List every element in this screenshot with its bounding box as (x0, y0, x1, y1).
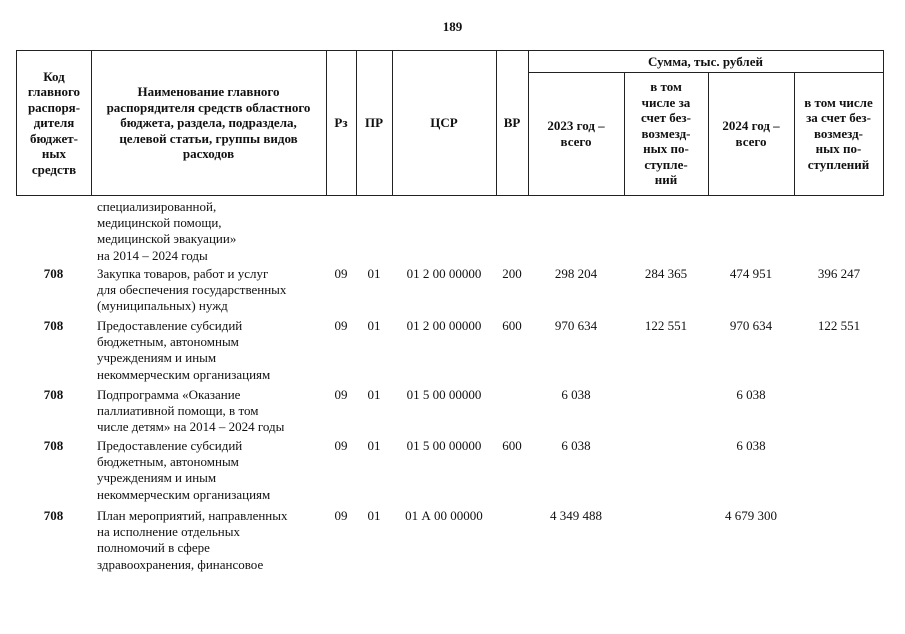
row-rz: 09 (334, 438, 348, 453)
row-sum-2024: 6 038 (736, 387, 766, 402)
row-sum-2023: 970 634 (554, 318, 598, 333)
header-code: Код главного распоря-дителя бюджет-ных средств (27, 68, 81, 177)
row-name: Предоставление субсидий бюджетным, автономным учреждениям и иным некоммерческим организациям (97, 438, 271, 502)
row-csr: 01 5 00 00000 (406, 438, 482, 453)
row-csr: 01 2 00 00000 (406, 318, 482, 333)
row-name: специализированной, медицинской помощи, медицинской эвакуации» на 2014 – 2024 годы (97, 199, 237, 263)
row-code: 708 (43, 508, 64, 523)
header-name: Наименование главного распорядителя средств областного бюджета, раздела, подраздела, целевой статьи, группы видов расходов (106, 84, 311, 162)
row-rz: 09 (334, 387, 348, 402)
row-sum-2024-bezv: 396 247 (817, 266, 861, 281)
row-sum-2023-bezv: 284 365 (644, 266, 688, 281)
row-name: Закупка товаров, работ и услуг для обеспечения государственных (муниципальных) нужд (97, 266, 287, 314)
row-rz: 09 (334, 266, 348, 281)
row-sum-2023-bezv: 122 551 (644, 318, 688, 333)
row-sum-2024: 970 634 (729, 318, 773, 333)
header-2023-total: 2023 год – всего (547, 118, 605, 149)
header-2024-bezv: в том числе за счет без-возмезд-ных по-ступлений (804, 94, 873, 172)
row-pr: 01 (367, 266, 381, 281)
row-pr: 01 (367, 318, 381, 333)
row-name: План мероприятий, направленных на исполнение отдельных полномочий в сфере здравоохранения, финансовое (97, 508, 288, 572)
row-csr: 01 5 00 00000 (406, 387, 482, 402)
header-rz: Рз (334, 115, 348, 131)
row-vr: 600 (502, 318, 522, 333)
row-code: 708 (43, 318, 64, 333)
header-vr: ВР (503, 115, 521, 131)
row-vr: 200 (502, 266, 522, 281)
row-code: 708 (43, 387, 64, 402)
row-csr: 01 2 00 00000 (406, 266, 482, 281)
row-sum-2023: 6 038 (561, 438, 591, 453)
row-sum-2024-bezv: 122 551 (817, 318, 861, 333)
row-sum-2023: 298 204 (554, 266, 598, 281)
row-sum-2023: 4 349 488 (550, 508, 602, 523)
table-header (16, 50, 884, 196)
row-sum-2024: 6 038 (736, 438, 766, 453)
row-pr: 01 (367, 387, 381, 402)
header-2024-total: 2024 год – всего (722, 118, 780, 149)
row-vr: 600 (502, 438, 522, 453)
row-name: Предоставление субсидий бюджетным, автономным учреждениям и иным некоммерческим организациям (97, 318, 271, 382)
page-number: 189 (442, 19, 463, 34)
header-2023-bezv: в том числе за счет без-возмезд-ных по-ступле-ний (641, 79, 691, 188)
header-sum-group: Сумма, тыс. рублей (648, 53, 763, 69)
row-pr: 01 (367, 508, 381, 523)
row-sum-2024: 4 679 300 (725, 508, 777, 523)
header-csr: ЦСР (430, 115, 458, 131)
row-sum-2024: 474 951 (729, 266, 773, 281)
header-pr: ПР (364, 115, 384, 131)
row-code: 708 (43, 438, 64, 453)
row-sum-2023: 6 038 (561, 387, 591, 402)
row-code: 708 (43, 266, 64, 281)
row-name: Подпрограмма «Оказание паллиативной помощи, в том числе детям» на 2014 – 2024 годы (97, 387, 285, 435)
row-pr: 01 (367, 438, 381, 453)
row-rz: 09 (334, 508, 348, 523)
row-rz: 09 (334, 318, 348, 333)
row-csr: 01 А 00 00000 (405, 508, 483, 523)
